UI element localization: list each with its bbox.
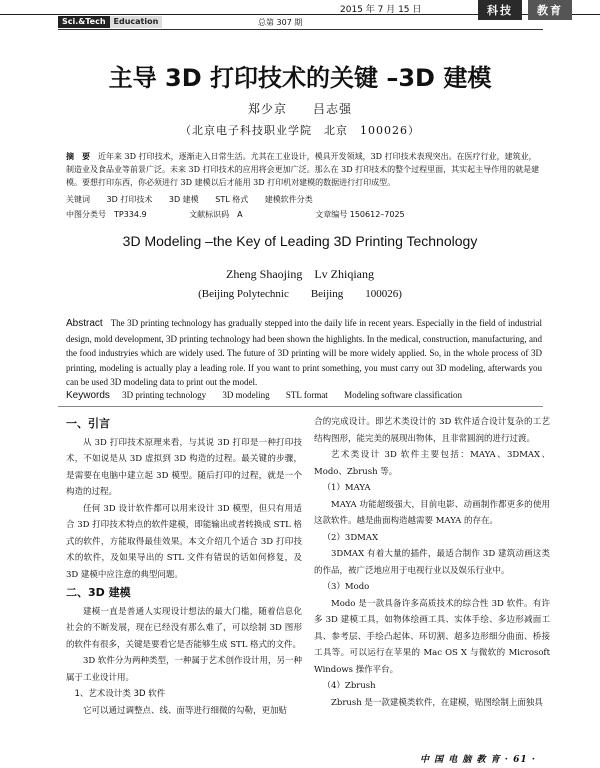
page-title-cn: 主导 3D 打印技术的关键 –3D 建模 xyxy=(108,64,492,92)
section-label xyxy=(58,16,162,28)
paragraph: 合的完成设计。即艺术类设计的 3D 软件适合设计复杂的工艺结构图形，能完美的展现出物体，且非常圆润的进行过渡。 xyxy=(314,417,550,444)
body-divider xyxy=(58,406,543,407)
abstract-en-label: Abstract xyxy=(66,318,103,329)
clc-number: 中图分类号 TP334.9 xyxy=(66,210,147,219)
keywords-en xyxy=(66,390,542,401)
paragraph: Zbrush 是一款建模类软件，在建模，贴图绘制上面独具 xyxy=(331,697,543,708)
issue-date: 2015 年 7 月 15 日 xyxy=(340,5,422,15)
abstract-cn xyxy=(66,150,542,189)
authors-en: Zheng Shaojing Lv Zhiqiang xyxy=(226,267,374,281)
paragraph: 3DMAX 有着大量的插件，最适合制作 3D 建筑动画这类的作品，被广泛地应用于电视行业以及娱乐行业中。 xyxy=(314,549,550,576)
subsection-heading: 1、艺术设计类 3D 软件 xyxy=(74,689,166,699)
paragraph: 艺术类设计 3D 软件主要包括：MAYA、3DMAX、Modo、Zbrush 等。 xyxy=(314,450,550,477)
section-label-dark: Sci.&Tech xyxy=(58,16,110,28)
keyword-en: Modeling software classification xyxy=(344,390,463,400)
subsection-heading: （4）Zbrush xyxy=(322,681,376,691)
keywords-en-label: Keywords xyxy=(66,390,110,401)
section-label-light: Education xyxy=(110,16,163,28)
keywords-cn xyxy=(66,194,542,205)
keyword-cn: STL 格式 xyxy=(215,195,249,204)
body-column-left xyxy=(66,414,302,719)
document-code: 文献标识码 A xyxy=(189,210,243,219)
subsection-heading: （2）3DMAX xyxy=(322,532,379,543)
tab-education: 教育 xyxy=(528,0,572,20)
affiliation-en: (Beijing Polytechnic Beijing 100026) xyxy=(198,288,402,300)
paragraph: 从 3D 打印技术原理来看，与其说 3D 打印是一种打印技术，不如说是从 3D 虚拟到 3D 构造的过程。最关键的步骤，是需要在电脑中建立起 3D 模型。随后打印的过程，就是一个构造的过程。 xyxy=(66,437,302,497)
paragraph: 3D 软件分为两种类型，一种属于艺术创作设计用，另一种属于工业设计用。 xyxy=(66,656,302,683)
paragraph: 建模一直是普通人实现设计想法的最大门槛，随着信息化社会的不断发展，现在已经没有那么难了，可以绘制 3D 图形的软件有很多，关键是要看它是否能够生成 STL 格式的文件。 xyxy=(66,606,302,650)
section-tabs xyxy=(472,0,572,20)
subsection-heading: （3）Modo xyxy=(322,582,370,592)
paragraph: 任何 3D 设计软件都可以用来设计 3D 模型，但只有用适合 3D 打印技术特点的软件建模，即能输出或者转换成 STL 格式的软件，方能取得最佳效果。本文介绍几个适合 3D 打印技术的软件，及如果导出的 STL 文件有错误的话如何修复，及 3D 建模中应注意的典型问题。 xyxy=(66,503,302,580)
paragraph: Modo 是一款具备许多高质技术的综合性 3D 软件。有许多 3D 建模工具，如物体绘画工具、实体手绘、多边形减面工具、参考层、手绘凸起体、环切割、超多边形细分曲面、桥接工具等。可以运行在苹果的 Mac OS X 与微软的 Microsoft Windows 操作平台。 xyxy=(314,598,550,675)
affiliation-cn: （北京电子科技职业学院 北京 100026） xyxy=(180,124,420,137)
section-heading: 二、3D 建模 xyxy=(66,586,131,599)
classification-line xyxy=(66,209,542,220)
abstract-en-text: The 3D printing technology has gradually stepped into the daily life in recent years. Especially in the field of industrial design, mold development, 3D printing technology had been shown the highlights. In the medical, construction, manufacturing, and the food industryies which are widely used. The future of 3D printing will be more widely applied. So, in the whole process of 3D printing, modeling is actually play a leading role. If you want to print something, you must carry out 3D modeling, afterwards you can be used 3D modeling data to print out the model. xyxy=(66,318,542,387)
section-heading: 一、引言 xyxy=(66,417,110,430)
page-title-en: 3D Modeling –the Key of Leading 3D Printing Technology xyxy=(122,233,478,249)
paragraph: MAYA 功能超级强大，目前电影、动画制作都更多的使用这款软件。越是曲面构造越需要 MAYA 的存在。 xyxy=(314,499,550,526)
section-rule xyxy=(58,29,543,30)
keyword-cn: 3D 打印技术 xyxy=(106,195,153,204)
issue-number: 总第 307 期 xyxy=(258,18,303,27)
keywords-cn-label: 关键词 xyxy=(66,195,90,204)
page-footer: 中 国 电 脑 教 育 · 61 · xyxy=(420,755,536,765)
keyword-en: STL format xyxy=(285,390,328,400)
keyword-en: 3D modeling xyxy=(222,390,270,400)
abstract-en xyxy=(66,316,542,390)
subsection-heading: （1）MAYA xyxy=(322,483,371,493)
article-number: 文章编号 150612–7025 xyxy=(315,210,405,219)
keyword-cn: 建模软件分类 xyxy=(264,195,313,204)
abstract-cn-label: 摘 要 xyxy=(66,152,90,161)
abstract-cn-text: 近年来 3D 打印技术，逐渐走入日常生活。尤其在工业设计，模具开发领域，3D 打印技术表现突出。在医疗行业，建筑业，制造业及食品业等前景广泛。未来 3D 打印技术的应用将会更加广泛。那么在 3D 打印技术的整个过程里面，其实起主导作用的就是建模。要想打印东西，你必须进行 3D 建模以后才能用 3D 打印机对建模的数据进行打印成型。 xyxy=(66,152,540,187)
keyword-en: 3D printing technology xyxy=(122,390,207,400)
paragraph: 它可以通过调整点、线、面等进行细微的勾勒，更加贴 xyxy=(83,705,288,716)
body-column-right xyxy=(314,414,550,711)
authors-cn: 郑少京 吕志强 xyxy=(247,102,352,116)
tab-science: 科技 xyxy=(478,0,522,20)
keyword-cn: 3D 建模 xyxy=(168,195,199,204)
